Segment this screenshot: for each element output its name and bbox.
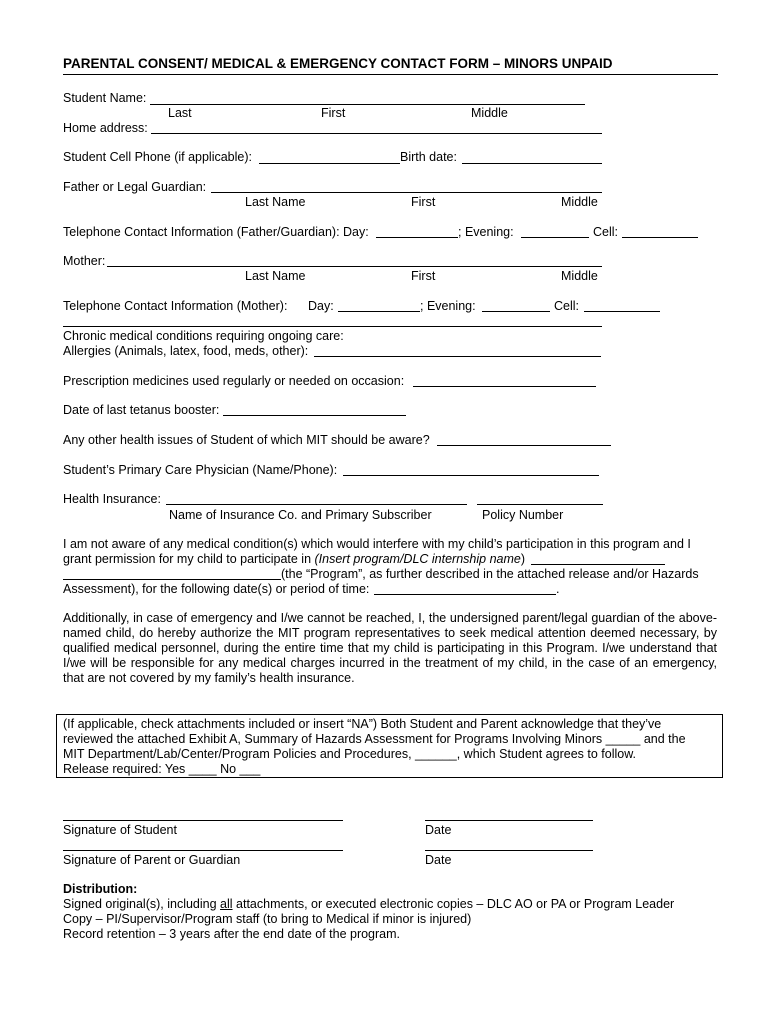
- chronic-label: Chronic medical conditions requiring ongoing care:: [63, 329, 344, 343]
- consent-line-2-text: grant permission for my child to participate in: [63, 552, 315, 566]
- mother-day-field[interactable]: [338, 311, 420, 312]
- program-name-field-2[interactable]: [63, 579, 281, 580]
- consent-line-1: I am not aware of any medical condition(s) which would interfere with my child’s participation in this program and I: [63, 537, 691, 551]
- attachments-line-4: [63, 762, 718, 777]
- page-title: PARENTAL CONSENT/ MEDICAL & EMERGENCY CONTACT FORM – MINORS UNPAID: [63, 56, 718, 75]
- student-signature-label: Signature of Student: [63, 823, 177, 837]
- other-health-label: Any other health issues of Student of which MIT should be aware?: [63, 433, 430, 447]
- birth-date-field[interactable]: [462, 163, 602, 164]
- allergies-label: Allergies (Animals, latex, food, meds, other):: [63, 344, 309, 358]
- policies-blank[interactable]: ______: [415, 747, 457, 761]
- student-signature-field[interactable]: [63, 820, 343, 821]
- parent-date-label: Date: [425, 853, 452, 867]
- cell-phone-label: Student Cell Phone (if applicable):: [63, 150, 253, 164]
- father-cell-label: Cell:: [593, 225, 619, 239]
- father-phone-label: Telephone Contact Information (Father/Guardian): Day:: [63, 225, 369, 239]
- other-health-field[interactable]: [437, 445, 611, 446]
- attachments-line-2-end: and the: [640, 732, 686, 746]
- mother-cell-label: Cell:: [554, 299, 580, 313]
- insurance-company-field[interactable]: [166, 504, 467, 505]
- cell-phone-field[interactable]: [259, 163, 400, 164]
- father-cell-field[interactable]: [622, 237, 698, 238]
- attachments-line-3-end: , which Student agrees to follow.: [456, 747, 637, 761]
- distribution-line-1-b: attachments, or executed electronic copies – DLC AO or PA or Program Leader: [232, 897, 675, 911]
- student-name-sub-last: Last: [168, 106, 192, 120]
- attachments-line-2: [63, 732, 718, 747]
- father-evening-field[interactable]: [521, 237, 589, 238]
- distribution-line-1-a: Signed original(s), including: [63, 897, 221, 911]
- mother-label: Mother:: [63, 254, 106, 268]
- father-sub-first: First: [411, 195, 436, 209]
- father-sub-last: Last Name: [245, 195, 306, 209]
- student-date-label: Date: [425, 823, 452, 837]
- program-dates-field[interactable]: [374, 594, 556, 595]
- student-name-sub-first: First: [321, 106, 346, 120]
- emergency-authorization-paragraph: Additionally, in case of emergency and I/we cannot be reached, I, the undersigned parent/legal guardian of the above-named child, do hereby authorize the MIT program representatives to seek medical attention deemed necessary, by qualified medical personnel, during the entire time that my child is participating in this Program. I/we understand that I/we will be responsible for any medical charges incurred in the treatment of my child, in the case of an emergency, that are not covered by my family’s health insurance.: [63, 611, 717, 685]
- mother-cell-field[interactable]: [584, 311, 660, 312]
- home-address-field[interactable]: [151, 133, 602, 134]
- distribution-heading: Distribution:: [63, 882, 138, 896]
- distribution-line-3: Record retention – 3 years after the end date of the program.: [63, 927, 401, 941]
- policy-number-field[interactable]: [477, 504, 603, 505]
- parent-signature-label: Signature of Parent or Guardian: [63, 853, 241, 867]
- distribution-line-1: [63, 897, 674, 912]
- student-date-field[interactable]: [425, 820, 593, 821]
- student-name-sub-middle: Middle: [471, 106, 508, 120]
- attachments-line-3: [63, 747, 718, 762]
- distribution-line-1-all: all: [220, 897, 233, 911]
- attachments-line-1: (If applicable, check attachments included or insert “NA”) Both Student and Parent acknowledge that they’ve: [63, 717, 662, 731]
- father-sub-middle: Middle: [561, 195, 598, 209]
- parent-signature-field[interactable]: [63, 850, 343, 851]
- father-label: Father or Legal Guardian:: [63, 180, 207, 194]
- tetanus-field[interactable]: [223, 415, 406, 416]
- consent-line-2: [63, 552, 525, 567]
- release-yes-blank[interactable]: ____: [188, 762, 217, 776]
- prescription-label: Prescription medicines used regularly or needed on occasion:: [63, 374, 405, 388]
- release-no-label: No: [216, 762, 240, 776]
- mother-evening-field[interactable]: [482, 311, 550, 312]
- release-required-label: Release required: Yes: [63, 762, 189, 776]
- mother-sub-last: Last Name: [245, 269, 306, 283]
- physician-field[interactable]: [343, 475, 599, 476]
- parent-date-field[interactable]: [425, 850, 593, 851]
- chronic-top-line: [63, 326, 602, 327]
- insurance-sub-company: Name of Insurance Co. and Primary Subscriber: [169, 508, 432, 522]
- physician-label: Student’s Primary Care Physician (Name/Phone):: [63, 463, 338, 477]
- home-address-label: Home address:: [63, 121, 148, 135]
- student-name-label: Student Name:: [63, 91, 147, 105]
- consent-line-3: (the “Program”, as further described in the attached release and/or Hazards: [281, 567, 699, 581]
- student-name-field[interactable]: [150, 104, 585, 105]
- allergies-field[interactable]: [314, 356, 601, 357]
- mother-sub-middle: Middle: [561, 269, 598, 283]
- consent-program-placeholder: (Insert program/DLC internship name: [314, 552, 521, 566]
- program-name-field-1[interactable]: [531, 564, 665, 565]
- consent-line-4-end: .: [556, 582, 560, 596]
- prescription-field[interactable]: [413, 386, 596, 387]
- father-name-field[interactable]: [211, 192, 602, 193]
- mother-name-field[interactable]: [107, 266, 602, 267]
- father-day-field[interactable]: [376, 237, 458, 238]
- attachments-line-3-text: MIT Department/Lab/Center/Program Policies and Procedures,: [63, 747, 416, 761]
- distribution-line-2: Copy – PI/Supervisor/Program staff (to bring to Medical if minor is injured): [63, 912, 472, 926]
- birth-date-label: Birth date:: [400, 150, 457, 164]
- insurance-sub-policy: Policy Number: [482, 508, 564, 522]
- mother-day-label: Day:: [308, 299, 334, 313]
- consent-line-4: Assessment), for the following date(s) or period of time:: [63, 582, 370, 596]
- attachments-line-2-text: reviewed the attached Exhibit A, Summary of Hazards Assessment for Programs Involving Minors: [63, 732, 606, 746]
- father-evening-label: ; Evening:: [458, 225, 514, 239]
- mother-evening-label: ; Evening:: [420, 299, 476, 313]
- attachments-text: [63, 717, 718, 777]
- exhibit-a-blank[interactable]: _____: [605, 732, 641, 746]
- insurance-label: Health Insurance:: [63, 492, 161, 506]
- tetanus-label: Date of last tetanus booster:: [63, 403, 220, 417]
- consent-line-2-close: ): [520, 552, 526, 566]
- mother-phone-label: Telephone Contact Information (Mother):: [63, 299, 288, 313]
- release-no-blank[interactable]: ___: [239, 762, 261, 776]
- mother-sub-first: First: [411, 269, 436, 283]
